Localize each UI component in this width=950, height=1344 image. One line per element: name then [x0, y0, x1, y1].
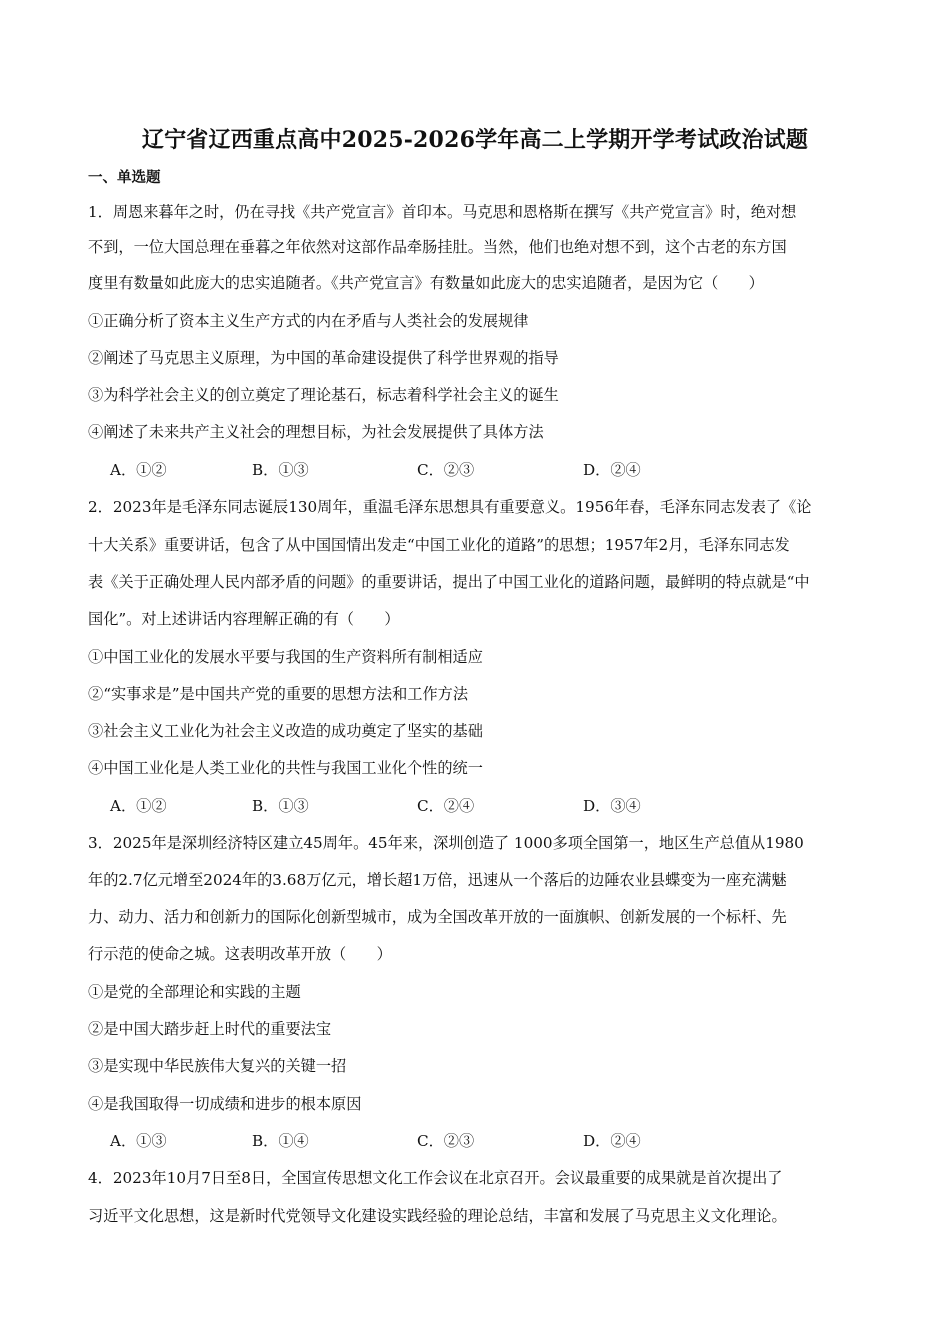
- question-3-statement: ④是我国取得一切成绩和进步的根本原因: [88, 1095, 362, 1113]
- question-2-statement: ④中国工业化是人类工业化的共性与我国工业化个性的统一: [88, 759, 483, 777]
- question-3-statement: ②是中国大踏步赶上时代的重要法宝: [88, 1020, 331, 1038]
- question-3-stem-line: 年的2.7亿元增至2024年的3.68万亿元，增长超1万倍，迅速从一个落后的边陲农业县蝶变为一座充满魅: [88, 871, 787, 889]
- question-3-option-b[interactable]: B．①④: [252, 1132, 309, 1150]
- question-1-option-d[interactable]: D．②④: [583, 461, 641, 479]
- question-3-option-a[interactable]: A．①③: [110, 1132, 167, 1150]
- question-1-stem-line: 1．周恩来暮年之时，仍在寻找《共产党宣言》首印本。马克思和恩格斯在撰写《共产党宣言》时，绝对想: [88, 203, 797, 221]
- question-4-stem-line: 习近平文化思想，这是新时代党领导文化建设实践经验的理论总结，丰富和发展了马克思主义文化理论。: [88, 1207, 787, 1225]
- question-3-stem-line: 3．2025年是深圳经济特区建立45周年。45年来，深圳创造了 1000多项全国第一，地区生产总值从1980: [88, 834, 804, 852]
- question-2-option-a[interactable]: A．①②: [110, 797, 167, 815]
- question-1-statement: ②阐述了马克思主义原理，为中国的革命建设提供了科学世界观的指导: [88, 349, 559, 367]
- question-1-options: [0, 459, 950, 481]
- question-2-stem-line: 国化”。对上述讲话内容理解正确的有（ ）: [88, 610, 400, 628]
- question-3-option-d[interactable]: D．②④: [583, 1132, 641, 1150]
- question-2-stem-line: 十大关系》重要讲话，包含了从中国国情出发走“中国工业化的道路”的思想；1957年2月，毛泽东同志发: [88, 536, 790, 554]
- question-2-statement: ①中国工业化的发展水平要与我国的生产资料所有制相适应: [88, 648, 483, 666]
- question-1-option-b[interactable]: B．①③: [252, 461, 309, 479]
- question-3-statement: ①是党的全部理论和实践的主题: [88, 983, 301, 1001]
- question-1-statement: ①正确分析了资本主义生产方式的内在矛盾与人类社会的发展规律: [88, 312, 529, 330]
- page-title: 辽宁省辽西重点高中2025-2026学年高二上学期开学考试政治试题: [141, 127, 809, 153]
- question-2-statement: ③社会主义工业化为社会主义改造的成功奠定了坚实的基础: [88, 722, 483, 740]
- question-3-stem-line: 行示范的使命之城。这表明改革开放（ ）: [88, 945, 392, 963]
- question-3-statement: ③是实现中华民族伟大复兴的关键一招: [88, 1057, 347, 1075]
- section-heading: 一、单选题: [88, 169, 161, 186]
- question-1-statement: ④阐述了未来共产主义社会的理想目标，为社会发展提供了具体方法: [88, 423, 544, 441]
- question-2-option-d[interactable]: D．③④: [583, 797, 641, 815]
- question-1-statement: ③为科学社会主义的创立奠定了理论基石，标志着科学社会主义的诞生: [88, 386, 559, 404]
- question-2-options: [0, 795, 950, 817]
- question-4-stem-line: 4．2023年10月7日至8日，全国宣传思想文化工作会议在北京召开。会议最重要的成果就是首次提出了: [88, 1169, 783, 1187]
- question-2-stem-line: 2．2023年是毛泽东同志诞辰130周年，重温毛泽东思想具有重要意义。1956年春，毛泽东同志发表了《论: [88, 498, 812, 516]
- question-2-stem-line: 表《关于正确处理人民内部矛盾的问题》的重要讲话，提出了中国工业化的道路问题，最鲜明的特点就是“中: [88, 573, 810, 591]
- question-2-option-b[interactable]: B．①③: [252, 797, 309, 815]
- question-3-option-c[interactable]: C．②③: [417, 1132, 475, 1150]
- question-1-stem-line: 度里有数量如此庞大的忠实追随者。《共产党宣言》有数量如此庞大的忠实追随者，是因为它（ ）: [88, 274, 764, 292]
- question-1-stem-line: 不到，一位大国总理在垂暮之年依然对这部作品牵肠挂肚。当然，他们也绝对想不到，这个古老的东方国: [88, 238, 787, 256]
- question-2-statement: ②“实事求是”是中国共产党的重要的思想方法和工作方法: [88, 685, 469, 703]
- question-1-option-a[interactable]: A．①②: [110, 461, 167, 479]
- question-3-stem-line: 力、动力、活力和创新力的国际化创新型城市，成为全国改革开放的一面旗帜、创新发展的一个标杆、先: [88, 908, 787, 926]
- question-1-option-c[interactable]: C．②③: [417, 461, 475, 479]
- question-2-option-c[interactable]: C．②④: [417, 797, 475, 815]
- question-3-options: [0, 1130, 950, 1152]
